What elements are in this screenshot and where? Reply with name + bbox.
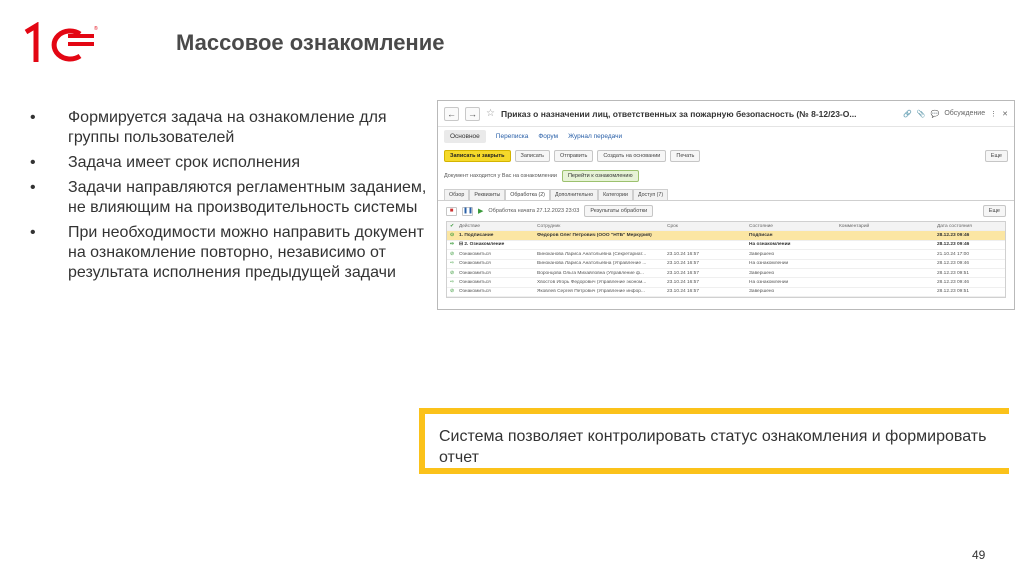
cell-action: Ознакомиться bbox=[459, 280, 491, 286]
cell-date: 28.12.23 09:46 bbox=[937, 280, 970, 286]
cell-due: 23.10.24 16:57 bbox=[667, 280, 700, 286]
column-header[interactable]: Состояние bbox=[749, 223, 773, 229]
pause-icon[interactable]: ❚❚ bbox=[463, 207, 474, 214]
bullet-dot: • bbox=[30, 179, 36, 196]
cell-date: 28.12.23 09:51 bbox=[937, 270, 970, 276]
cell-date: 28.12.23 09:46 bbox=[937, 261, 970, 267]
back-arrow-icon[interactable]: ← bbox=[444, 107, 459, 121]
cell-due: 23.10.24 16:57 bbox=[667, 289, 700, 295]
bullet-item: • Задачи направляются регламентным заданием, не влияющим на производительность системы bbox=[30, 179, 427, 216]
discussion-icon[interactable]: 💬 bbox=[930, 110, 940, 118]
cell-state: На ознакомлении bbox=[749, 280, 789, 286]
cell-due: 23.10.24 16:57 bbox=[667, 261, 700, 267]
tab-details[interactable]: Реквизиты bbox=[469, 189, 505, 200]
table-row[interactable] bbox=[447, 231, 1005, 240]
bullet-list bbox=[30, 108, 430, 288]
bullet-dot: • bbox=[30, 224, 36, 241]
link-icon[interactable]: 🔗 bbox=[903, 110, 912, 118]
tab-additional[interactable]: Дополнительно bbox=[550, 189, 598, 200]
forward-arrow-icon[interactable]: → bbox=[465, 107, 480, 121]
close-icon[interactable]: ✕ bbox=[1002, 110, 1008, 118]
row-status-icon: ⊙ bbox=[449, 233, 455, 239]
tab-transfer-log[interactable]: Журнал передачи bbox=[568, 132, 623, 140]
cell-employee: Хвостов Игорь Федорович (Управление эконом... bbox=[537, 280, 647, 286]
column-header[interactable]: Срок bbox=[667, 223, 678, 229]
menu-icon[interactable]: ⋮ bbox=[990, 110, 998, 118]
page-number: 49 bbox=[972, 548, 986, 562]
sub-tabs bbox=[438, 185, 1014, 200]
row-status-icon: ⊘ bbox=[449, 270, 455, 276]
attach-icon[interactable]: 📎 bbox=[916, 110, 926, 118]
callout-text: Система позволяет контролировать статус ознакомления и формировать отчет bbox=[439, 428, 987, 466]
cell-action: ⊟ 2. Ознакомление bbox=[459, 242, 505, 248]
cell-state: Завершено bbox=[749, 289, 775, 295]
check-icon: ✔ bbox=[449, 223, 455, 229]
save-close-button[interactable]: Записать и закрыть bbox=[444, 150, 511, 162]
create-based-button[interactable]: Создать на основании bbox=[597, 150, 666, 162]
save-button[interactable]: Записать bbox=[515, 150, 551, 162]
row-status-icon: ⇨ bbox=[449, 261, 455, 267]
row-status-icon: ⇨ bbox=[449, 242, 455, 248]
cell-due: 23.10.24 16:57 bbox=[667, 251, 700, 257]
column-header[interactable]: Действие bbox=[459, 223, 481, 229]
more-button-2[interactable]: Еще bbox=[983, 205, 1006, 217]
cell-state: На ознакомлении bbox=[749, 242, 791, 248]
main-toolbar bbox=[438, 145, 1014, 167]
cell-date: 28.12.23 09:46 bbox=[937, 242, 970, 248]
table-body bbox=[447, 231, 1005, 297]
bullet-dot: • bbox=[30, 154, 36, 171]
document-window bbox=[437, 100, 1015, 310]
row-status-icon: ⇨ bbox=[449, 280, 455, 286]
cell-action: Ознакомиться bbox=[459, 270, 491, 276]
processing-started-text: Обработка начата 27.12.2023 23:03 bbox=[488, 208, 580, 214]
tab-overview[interactable]: Обзор bbox=[444, 189, 469, 200]
print-button[interactable]: Печать bbox=[670, 150, 700, 162]
cell-action: Ознакомиться bbox=[459, 289, 491, 295]
table-row[interactable] bbox=[447, 250, 1005, 259]
star-icon[interactable]: ☆ bbox=[486, 108, 495, 119]
cell-due: 23.10.24 16:57 bbox=[667, 270, 700, 276]
callout-box bbox=[419, 408, 1009, 474]
cell-date: 28.12.23 09:51 bbox=[937, 289, 970, 295]
table-row[interactable] bbox=[447, 269, 1005, 278]
cell-state: На ознакомлении bbox=[749, 261, 789, 267]
1c-logo bbox=[24, 22, 102, 66]
status-info-row bbox=[438, 167, 1014, 185]
top-tabs bbox=[438, 127, 1014, 145]
bullet-item: • Задача имеет срок исполнения bbox=[30, 154, 300, 171]
cell-state: Завершено bbox=[749, 251, 775, 257]
window-header bbox=[438, 101, 1014, 127]
column-header[interactable]: Комментарий bbox=[839, 223, 870, 229]
cell-employee: Виноканова Лариса Анатольевна (Секретариат... bbox=[537, 251, 647, 257]
table-row[interactable] bbox=[447, 241, 1005, 250]
bullet-item: • Формируется задача на ознакомление для группы пользователей bbox=[30, 109, 387, 146]
tab-main[interactable]: Основное bbox=[444, 130, 486, 143]
cell-date: 28.12.23 09:46 bbox=[937, 233, 970, 239]
go-to-review-button[interactable]: Перейти к ознакомлению bbox=[562, 170, 639, 182]
row-status-icon: ⊘ bbox=[449, 289, 455, 295]
column-header[interactable]: Сотрудник bbox=[537, 223, 561, 229]
table-header bbox=[447, 222, 1005, 231]
processing-toolbar bbox=[438, 200, 1014, 221]
svg-text:®: ® bbox=[94, 26, 98, 32]
cell-action: Ознакомиться bbox=[459, 261, 491, 267]
cell-state: Завершено bbox=[749, 270, 775, 276]
cell-employee: Федоров Олег Петрович (ООО "НТБ" Меркурий) bbox=[537, 233, 652, 239]
info-text: Документ находится у Вас на ознакомлении bbox=[444, 173, 557, 179]
cell-action: 1. Подписание bbox=[459, 233, 494, 239]
cell-date: 21.10.24 17:00 bbox=[937, 251, 970, 257]
tab-correspondence[interactable]: Переписка bbox=[495, 132, 529, 140]
column-header[interactable]: Дата состояния bbox=[937, 223, 972, 229]
results-button[interactable]: Результаты обработки bbox=[584, 205, 653, 217]
page-title: Массовое ознакомление bbox=[176, 30, 445, 55]
table-row[interactable] bbox=[447, 278, 1005, 287]
tab-forum[interactable]: Форум bbox=[538, 132, 559, 140]
send-button[interactable]: Отправить bbox=[554, 150, 593, 162]
more-button[interactable]: Еще bbox=[985, 150, 1008, 162]
row-status-icon: ⊘ bbox=[449, 251, 455, 257]
window-title: Приказ о назначении лиц, ответственных за пожарную безопасность (№ 8-12/23-О... bbox=[500, 108, 857, 119]
cell-action: Ознакомиться bbox=[459, 251, 491, 257]
tab-processing[interactable]: Обработка (2) bbox=[505, 189, 550, 200]
cell-employee: Яковлев Сергей Петрович (Управление инфор... bbox=[537, 289, 645, 295]
discussion-button[interactable]: Обсуждение bbox=[944, 110, 986, 117]
play-icon[interactable]: ▶ bbox=[478, 208, 484, 215]
table-row[interactable] bbox=[447, 260, 1005, 269]
cell-state: Подписан bbox=[749, 233, 773, 239]
table-row[interactable] bbox=[447, 288, 1005, 297]
bullet-item: • При необходимости можно направить документ на ознакомление повторно, независимо от результата исполнения предыдущей задачи bbox=[30, 224, 424, 281]
cell-employee: Воронцова Ольга Михайловна (Управление ф... bbox=[537, 270, 644, 276]
processing-table bbox=[446, 221, 1006, 298]
stop-icon[interactable]: ■ bbox=[446, 207, 457, 216]
bullet-dot: • bbox=[30, 109, 36, 126]
tab-categories[interactable]: Категории bbox=[598, 189, 633, 200]
cell-employee: Виноканова Лариса Анатольевна (Управление ... bbox=[537, 261, 647, 267]
tab-access[interactable]: Доступ (7) bbox=[633, 189, 668, 200]
